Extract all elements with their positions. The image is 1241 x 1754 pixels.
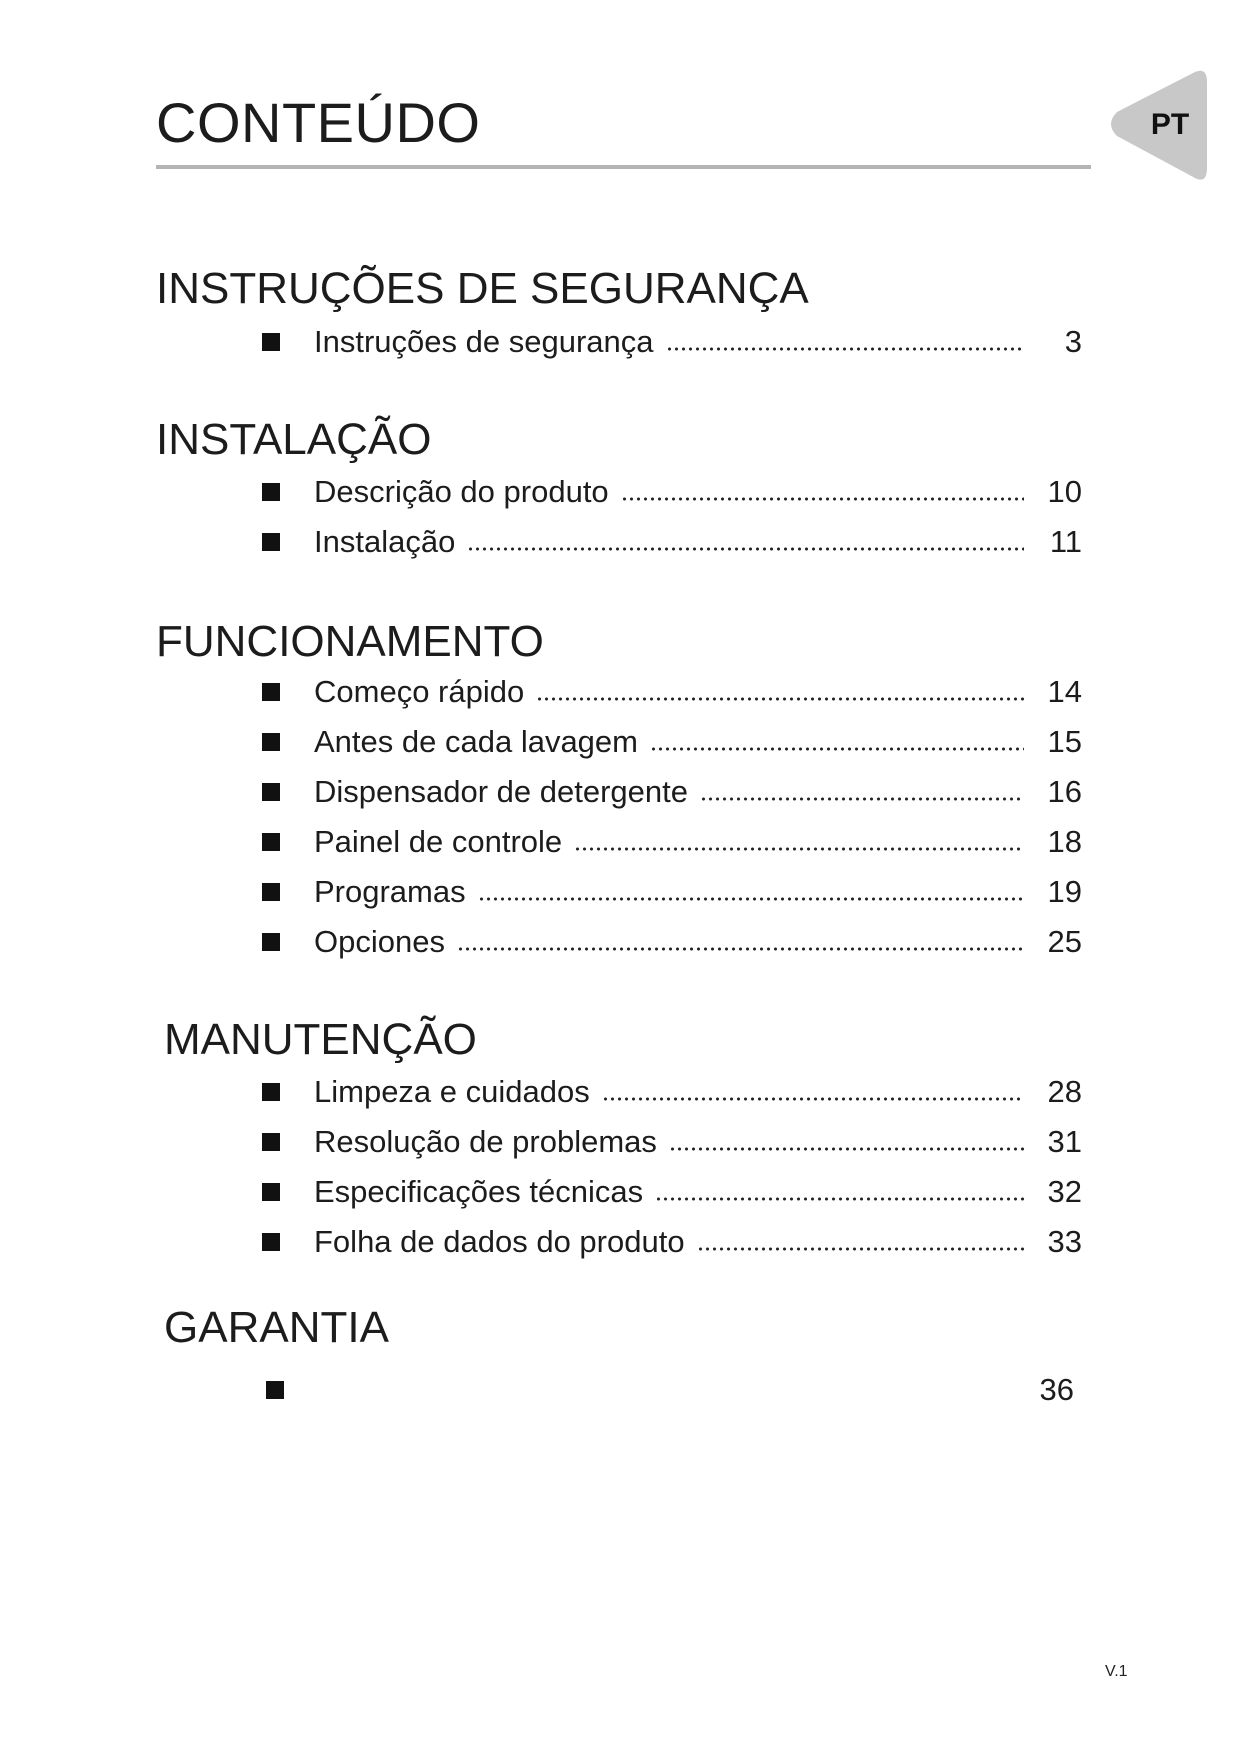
toc-entry[interactable] bbox=[262, 470, 1082, 514]
toc-entry-label: Antes de cada lavagem bbox=[314, 724, 638, 759]
title-divider bbox=[156, 165, 1091, 169]
toc-entry[interactable] bbox=[262, 1368, 1074, 1412]
toc-entry-label: Especificações técnicas bbox=[314, 1174, 644, 1209]
dot-leader bbox=[669, 1147, 1024, 1151]
toc-entry-label: Programas bbox=[314, 874, 466, 909]
section-title-installation: INSTALAÇÃO bbox=[156, 415, 432, 464]
toc-entry-page: 10 bbox=[1047, 474, 1082, 509]
toc-entry-page: 31 bbox=[1047, 1124, 1082, 1159]
bullet-icon bbox=[262, 933, 280, 951]
toc-entry-label: Dispensador de detergente bbox=[314, 774, 688, 809]
dot-leader bbox=[697, 1247, 1024, 1251]
dot-leader bbox=[574, 847, 1024, 851]
toc-entry-label: Instalação bbox=[314, 524, 456, 559]
toc-entry-page: 18 bbox=[1047, 824, 1082, 859]
toc-entry-page: 25 bbox=[1047, 924, 1082, 959]
bullet-icon bbox=[262, 1233, 280, 1251]
toc-entry[interactable] bbox=[262, 820, 1082, 864]
dot-leader bbox=[536, 697, 1024, 701]
toc-entry[interactable] bbox=[262, 1120, 1082, 1164]
version-label: V.1 bbox=[1105, 1663, 1128, 1680]
dot-leader bbox=[666, 347, 1025, 351]
bullet-icon bbox=[262, 533, 280, 551]
toc-entry-page: 33 bbox=[1047, 1224, 1082, 1259]
bullet-icon bbox=[262, 733, 280, 751]
toc-entry-label: Painel de controle bbox=[314, 824, 563, 859]
section-title-safety: INSTRUÇÕES DE SEGURANÇA bbox=[156, 264, 809, 313]
section-title-maintenance: MANUTENÇÃO bbox=[164, 1015, 477, 1064]
bullet-icon bbox=[262, 1183, 280, 1201]
toc-entry-page: 3 bbox=[1064, 324, 1082, 359]
toc-entry-page: 14 bbox=[1047, 674, 1082, 709]
bullet-icon bbox=[262, 1083, 280, 1101]
toc-entry[interactable] bbox=[262, 1170, 1082, 1214]
toc-entry[interactable] bbox=[262, 520, 1082, 564]
bullet-icon bbox=[262, 483, 280, 501]
toc-entry-page: 32 bbox=[1047, 1174, 1082, 1209]
section-title-warranty: GARANTIA bbox=[164, 1303, 389, 1352]
toc-entry-label: Descrição do produto bbox=[314, 474, 609, 509]
toc-entry[interactable] bbox=[262, 770, 1082, 814]
toc-entry-page: 28 bbox=[1047, 1074, 1082, 1109]
bullet-icon bbox=[262, 883, 280, 901]
toc-entry-label: Limpeza e cuidados bbox=[314, 1074, 590, 1109]
section-title-operation: FUNCIONAMENTO bbox=[156, 617, 544, 666]
dot-leader bbox=[457, 947, 1024, 951]
dot-leader bbox=[655, 1197, 1024, 1201]
bullet-icon bbox=[266, 1381, 284, 1399]
language-tab-label: PT bbox=[1150, 108, 1190, 141]
toc-entry-label: Folha de dados do produto bbox=[314, 1224, 685, 1259]
toc-entry-page: 11 bbox=[1049, 524, 1082, 559]
toc-entry[interactable] bbox=[262, 670, 1082, 714]
toc-entry[interactable] bbox=[262, 920, 1082, 964]
dot-leader bbox=[467, 547, 1024, 551]
toc-entry[interactable] bbox=[262, 1220, 1082, 1264]
bullet-icon bbox=[262, 1133, 280, 1151]
toc-entry-page: 16 bbox=[1047, 774, 1082, 809]
toc-entry[interactable] bbox=[262, 720, 1082, 764]
dot-leader bbox=[650, 747, 1024, 751]
bullet-icon bbox=[262, 683, 280, 701]
toc-entry[interactable] bbox=[262, 1070, 1082, 1114]
dot-leader bbox=[700, 797, 1024, 801]
dot-leader bbox=[621, 497, 1024, 501]
toc-entry[interactable] bbox=[262, 320, 1082, 364]
toc-entry-page: 19 bbox=[1047, 874, 1082, 909]
bullet-icon bbox=[262, 833, 280, 851]
page-title: CONTEÚDO bbox=[156, 91, 481, 154]
toc-entry-label: Instruções de segurança bbox=[314, 324, 654, 359]
bullet-icon bbox=[262, 783, 280, 801]
dot-leader bbox=[602, 1097, 1024, 1101]
bullet-icon bbox=[262, 333, 280, 351]
toc-entry-label: Opciones bbox=[314, 924, 445, 959]
dot-leader bbox=[478, 897, 1024, 901]
toc-entry-label: Começo rápido bbox=[314, 674, 525, 709]
toc-entry-page: 15 bbox=[1047, 724, 1082, 759]
toc-entry-page: 36 bbox=[1039, 1372, 1074, 1407]
toc-entry-label: Resolução de problemas bbox=[314, 1124, 657, 1159]
toc-entry[interactable] bbox=[262, 870, 1082, 914]
